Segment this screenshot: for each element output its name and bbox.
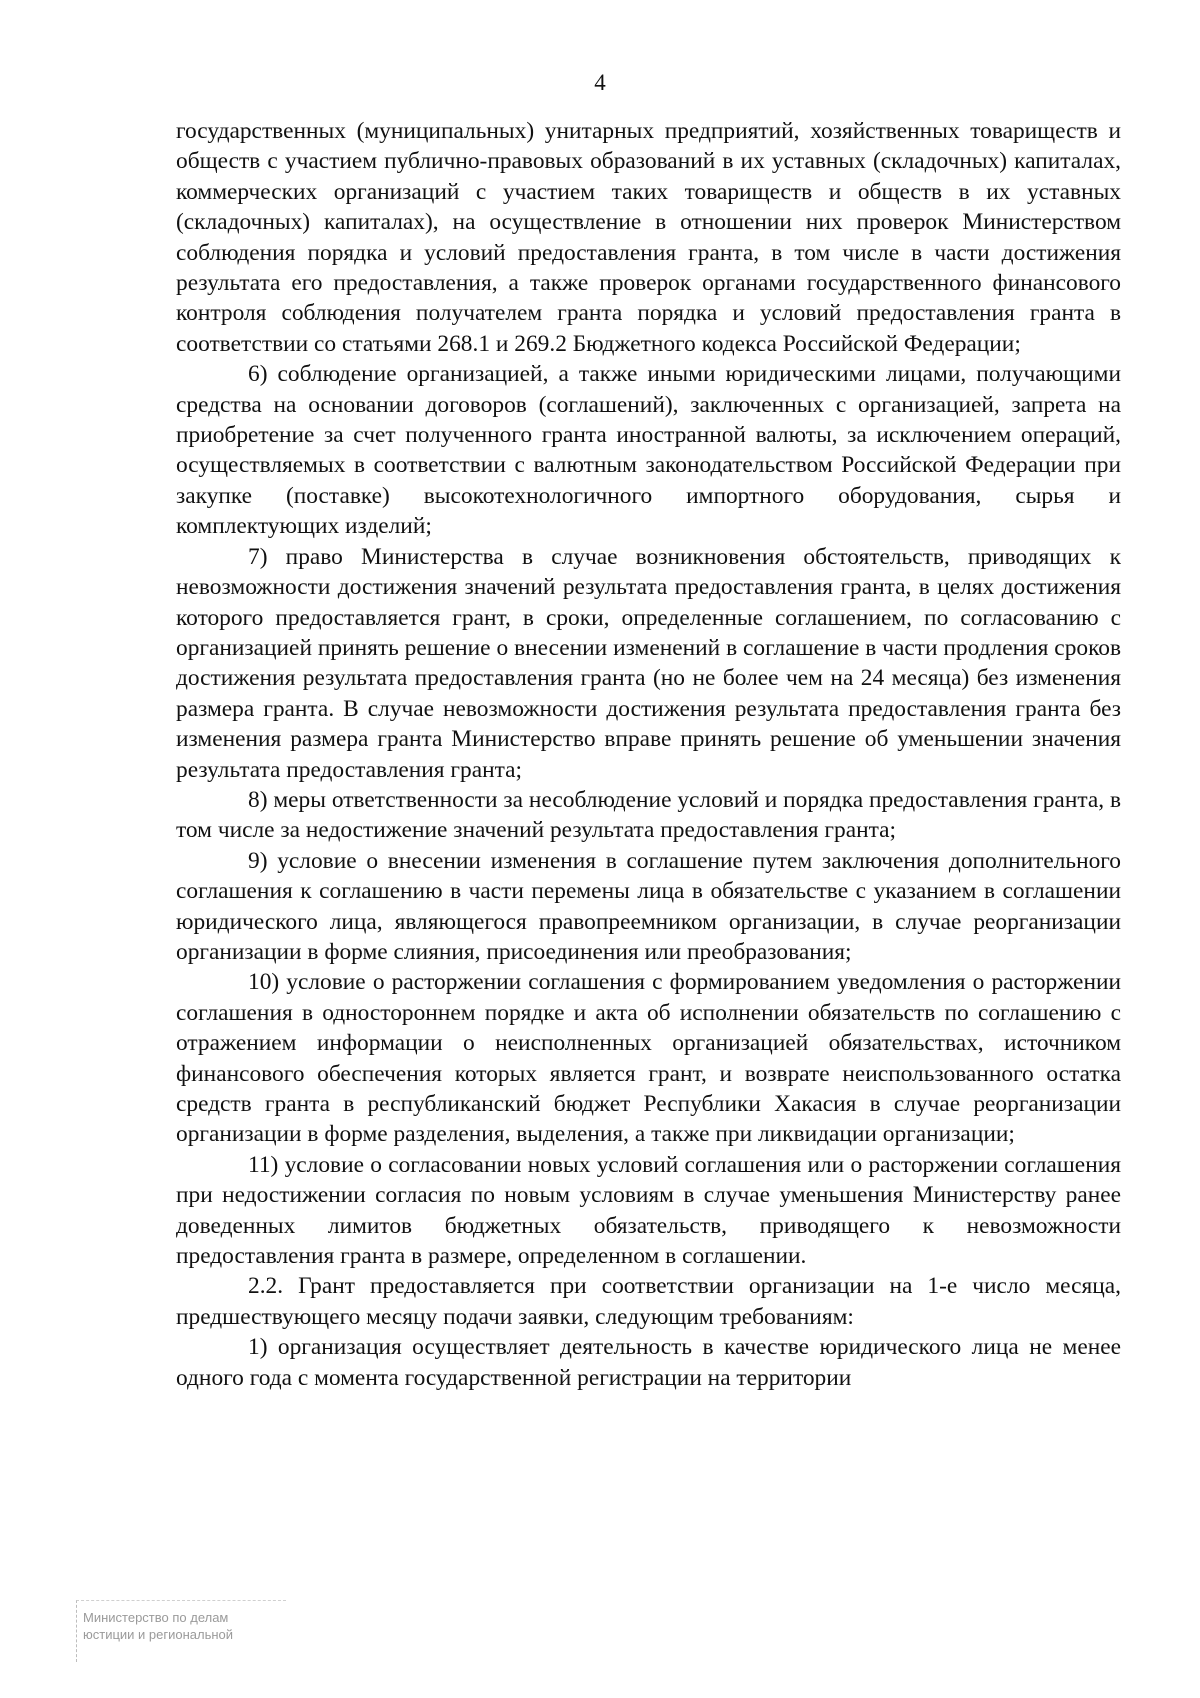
paragraph-item-6: 6) соблюдение организацией, а также иными юридическими лицами, получающими средства на основании договоров (соглашений), заключенных с организацией, запрета на приобретение за счет полученного гранта иностранной валюты, за исключением операций, осуществляемых в соответствии с валютным законодательством Российской Федерации при закупке (поставке) высокотехнологичного импортного оборудования, сырья и комплектующих изделий; (176, 361, 1121, 540)
stamp-line-1: Министерство по делам (83, 1610, 229, 1625)
paragraph-item-9: 9) условие о внесении изменения в соглашение путем заключения дополнительного соглашения к соглашению в части перемены лица в обязательстве с указанием в соглашении юридического лица, являющегося правопреемником организации, в случае реорганизации организации в форме слияния, присоединения или преобразования; (176, 847, 1121, 965)
paragraph-continuation: государственных (муниципальных) унитарных предприятий, хозяйственных товариществ и обществ с участием публично-правовых образований в их уставных (складочных) капиталах, коммерческих организаций с участием таких товариществ и обществ в их уставных (складочных) капиталах), на осуществление в отношении них проверок Министерством соблюдения порядка и условий предоставления гранта, в том числе в части достижения результата его предоставления, а также проверок органами государственного финансового контроля соблюдения получателем гранта порядка и условий предоставления гранта в соответствии со статьями 268.1 и 269.2 Бюджетного кодекса Российской Федерации; (176, 118, 1121, 357)
registration-stamp (76, 1600, 286, 1662)
page-number: 4 (594, 70, 606, 95)
paragraph-item-8: 8) меры ответственности за несоблюдение условий и порядка предоставления гранта, в том числе за недостижение значений результата предоставления гранта; (176, 786, 1121, 844)
paragraph-item-7: 7) право Министерства в случае возникновения обстоятельств, приводящих к невозможности достижения значений результата предоставления гранта, в целях достижения которого предоставляется грант, в сроки, определенные соглашением, по согласованию с организацией принять решение о внесении изменений в соглашение в части продления сроков достижения результата предоставления гранта (но не более чем на 24 месяца) без изменения размера гранта. В случае невозможности достижения результата предоставления гранта без изменения размера гранта Министерство вправе принять решение об уменьшении значения результата предоставления гранта; (176, 543, 1121, 783)
document-body (176, 116, 1121, 1393)
paragraph-item-11: 11) условие о согласовании новых условий соглашения или о расторжении соглашения при недостижении согласия по новым условиям в случае уменьшения Министерству ранее доведенных лимитов бюджетных обязательств, приводящего к невозможности предоставления гранта в размере, определенном в соглашении. (176, 1151, 1121, 1270)
paragraph-section-2-2: 2.2. Грант предоставляется при соответствии организации на 1-е число месяца, предшествующего месяцу подачи заявки, следующим требованиям: (176, 1273, 1121, 1330)
paragraph-item-10: 10) условие о расторжении соглашения с формированием уведомления о расторжении соглашения в одностороннем порядке и акта об исполнении обязательств по соглашению с отражением информации о неисполненных организацией обязательствах, источником финансового обеспечения которых является грант, и возврате неиспользованного остатка средств гранта в республиканский бюджет Республики Хакасия в случае реорганизации организации в форме разделения, выделения, а также при ликвидации организации; (176, 969, 1121, 1148)
stamp-line-2: юстиции и региональной (83, 1627, 234, 1642)
paragraph-requirement-1: 1) организация осуществляет деятельность в качестве юридического лица не менее одного года с момента государственной регистрации на территории (176, 1334, 1121, 1391)
